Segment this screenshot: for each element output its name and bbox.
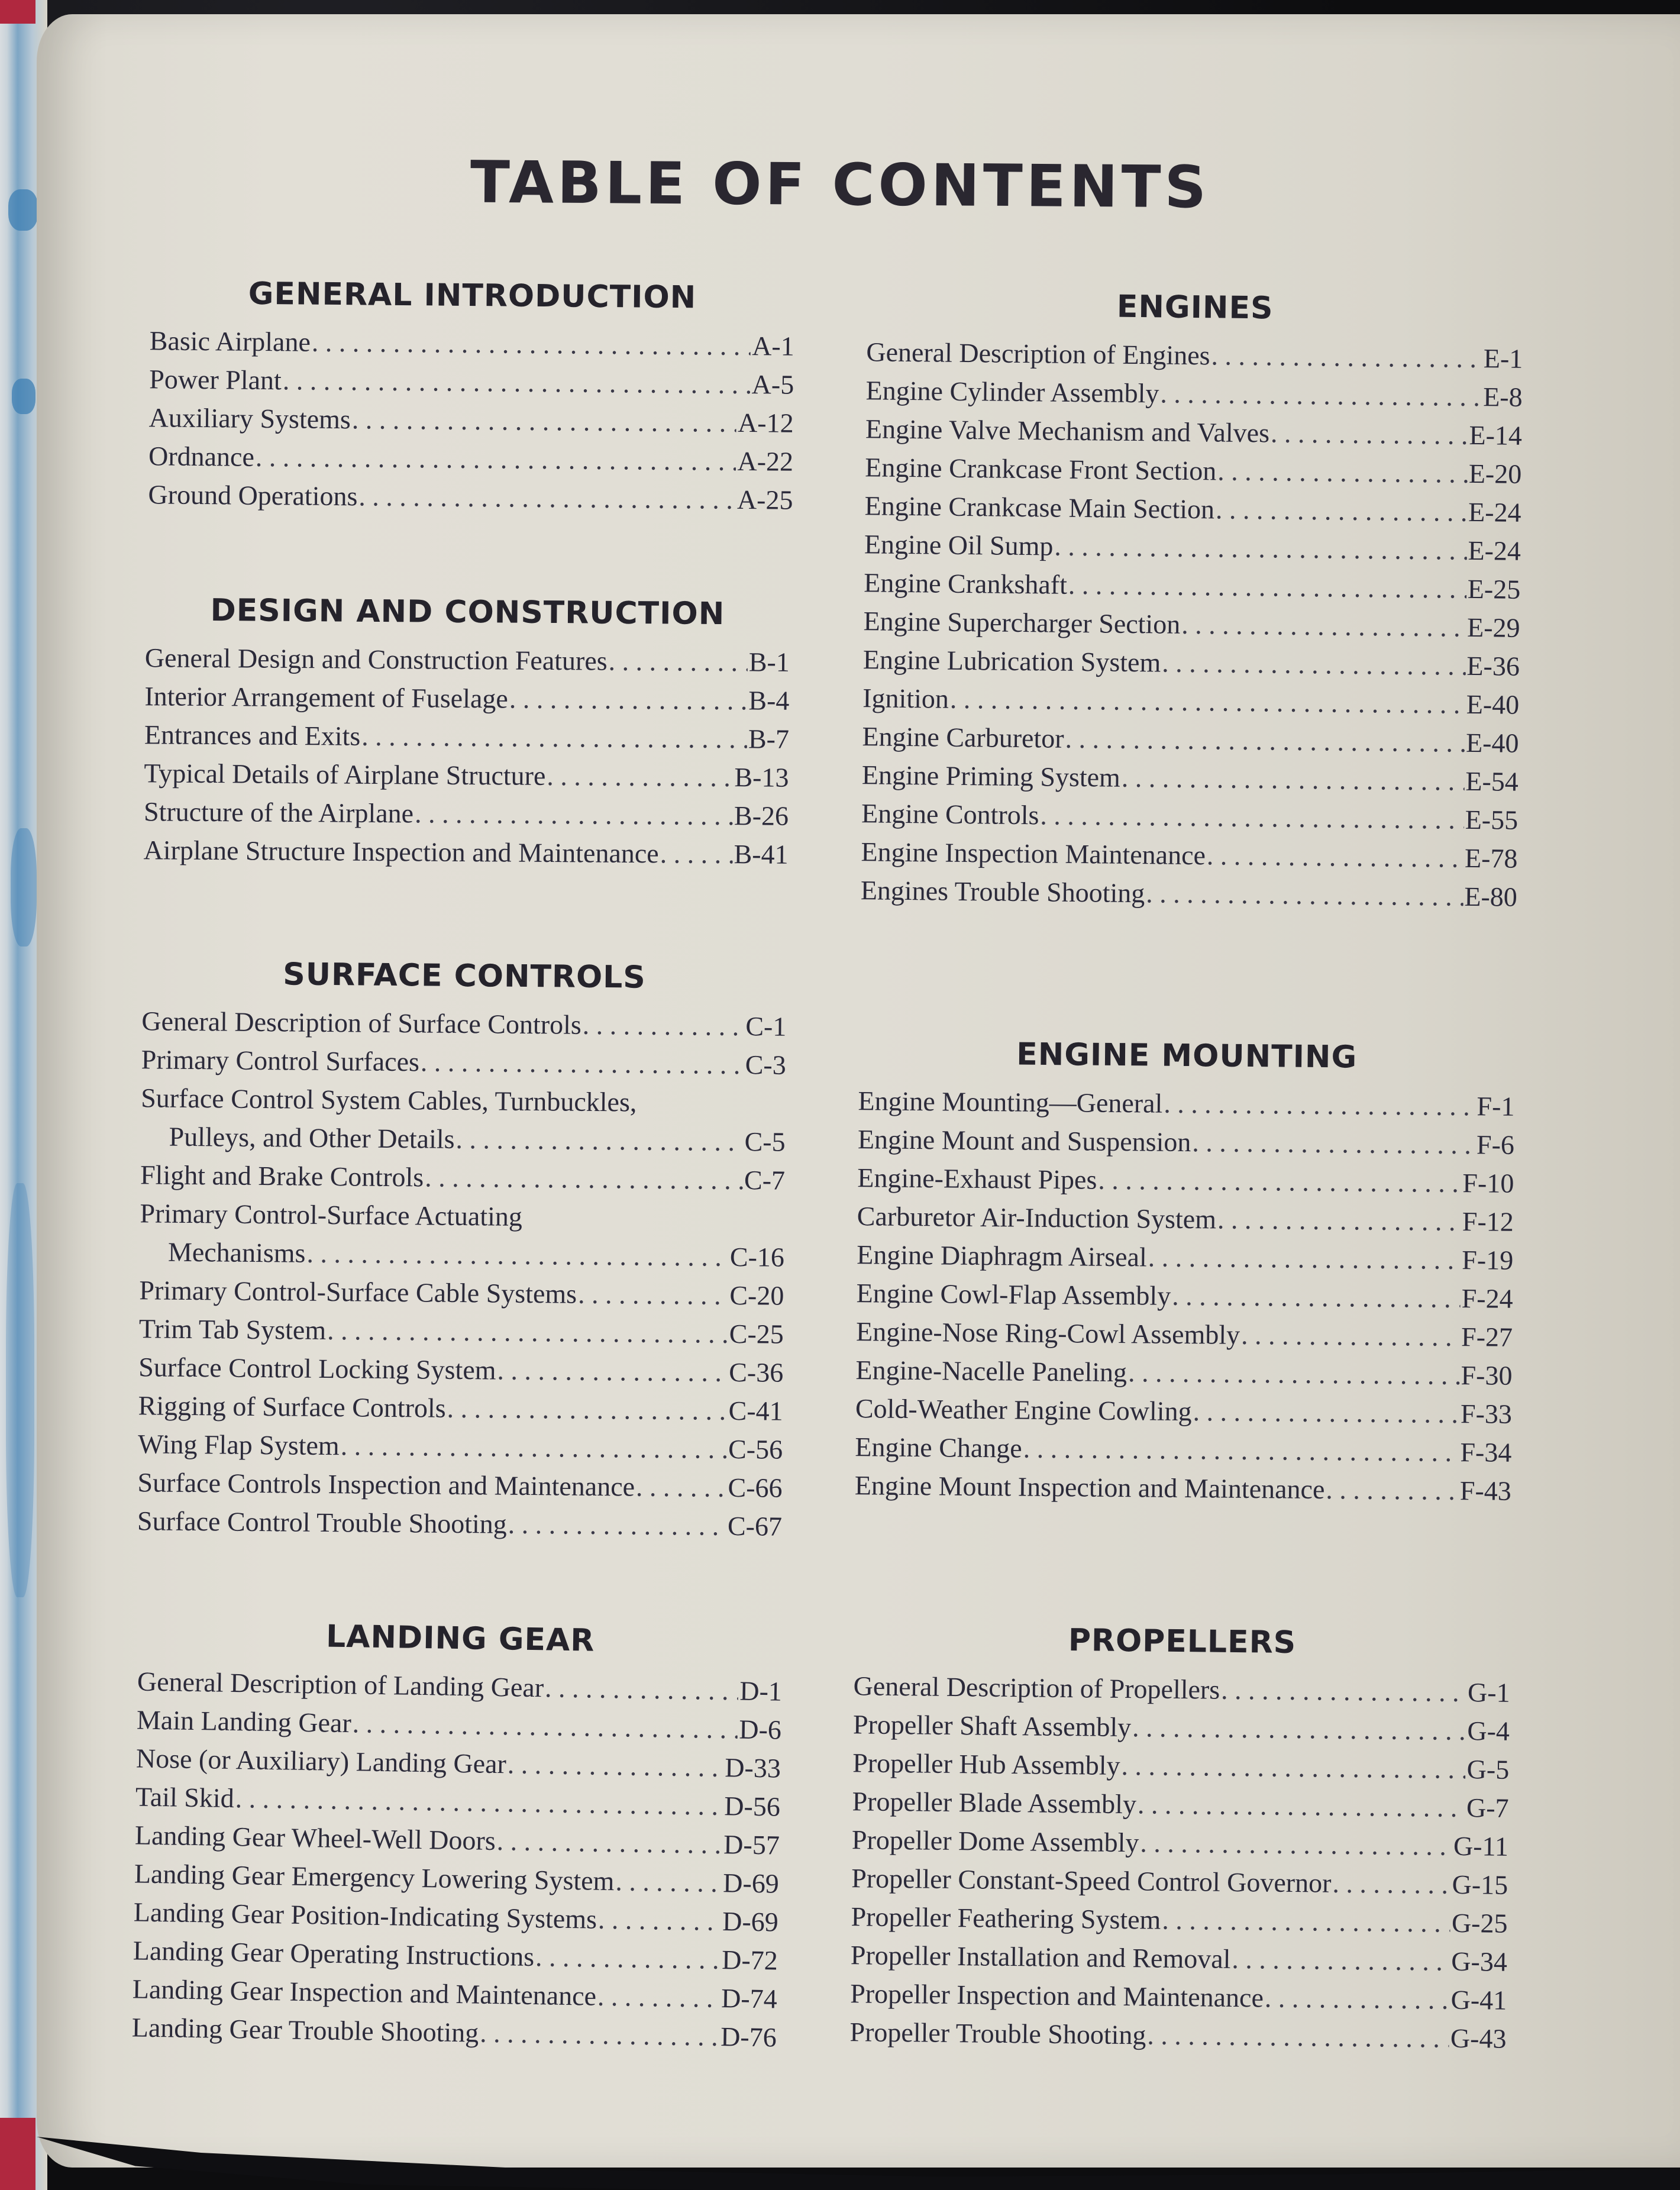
- section-heading: SURFACE CONTROLS: [283, 957, 647, 996]
- dot-leader: [636, 1468, 727, 1507]
- toc-entry[interactable]: [857, 1197, 1514, 1241]
- dot-leader: [1207, 836, 1464, 877]
- toc-entry[interactable]: [857, 1235, 1514, 1280]
- section-heading: GENERAL INTRODUCTION: [248, 276, 697, 316]
- entry-label: Flight and Brake Controls: [140, 1159, 424, 1193]
- toc-entry[interactable]: [139, 1309, 784, 1354]
- page-number: F-10: [1462, 1168, 1514, 1199]
- dot-leader: [508, 1505, 727, 1545]
- toc-entry[interactable]: [865, 371, 1523, 416]
- page-number: C-7: [744, 1165, 786, 1196]
- dot-leader: [283, 361, 751, 403]
- dot-leader: [1162, 1901, 1450, 1942]
- page-number: C-67: [727, 1510, 783, 1542]
- toc-entry[interactable]: [863, 602, 1520, 647]
- page-number: C-16: [729, 1241, 785, 1272]
- entry-label: Wing Flap System: [137, 1429, 340, 1461]
- entry-label: Engine-Nacelle Paneling: [855, 1355, 1127, 1388]
- dot-leader: [1122, 758, 1465, 800]
- entry-label: Propeller Constant-Speed Control Governor: [851, 1863, 1332, 1898]
- toc-entry[interactable]: [865, 409, 1523, 455]
- toc-entry[interactable]: [148, 475, 793, 519]
- section-design-and-construction: [143, 592, 790, 874]
- section-general-introduction: [148, 275, 794, 519]
- dot-leader: [415, 794, 733, 835]
- cover-red-corner-bottom: [0, 2118, 35, 2190]
- toc-entry[interactable]: [856, 1312, 1513, 1356]
- entry-label: Engine-Exhaust Pipes: [857, 1162, 1097, 1195]
- entry-label: Pulleys, and Other Details: [169, 1121, 455, 1154]
- page-number: E-25: [1467, 573, 1521, 605]
- dot-leader: [1217, 1200, 1461, 1241]
- page-number: G-15: [1452, 1869, 1508, 1900]
- page-number: G-34: [1451, 1946, 1508, 1977]
- dot-leader: [1054, 527, 1467, 570]
- dot-leader: [582, 1006, 744, 1045]
- dot-leader: [358, 477, 736, 519]
- toc-entry[interactable]: [145, 638, 790, 681]
- dot-leader: [507, 1745, 724, 1787]
- toc-entry[interactable]: [150, 321, 795, 366]
- toc-entry[interactable]: [850, 1974, 1507, 2020]
- entry-label: Primary Control-Surface Cable Systems: [139, 1275, 577, 1309]
- entry-label: General Description of Surface Controls: [141, 1006, 581, 1040]
- page-number: G-41: [1450, 1984, 1507, 2015]
- dot-leader: [1065, 719, 1465, 762]
- entry-label: Propeller Installation and Removal: [850, 1940, 1231, 1974]
- dot-leader: [1098, 1161, 1462, 1202]
- dot-leader: [352, 1704, 738, 1748]
- dot-leader: [1232, 1940, 1450, 1981]
- entry-label: Ordnance: [148, 441, 255, 472]
- dot-leader: [1147, 2015, 1449, 2057]
- entry-label: Carburetor Air-Induction System: [857, 1201, 1217, 1235]
- page-number: D-76: [720, 2021, 777, 2053]
- page-number: A-22: [737, 445, 794, 477]
- toc-entry[interactable]: [863, 640, 1520, 686]
- entry-label: Engine Carburetor: [862, 721, 1064, 754]
- dot-leader: [1332, 1864, 1451, 1904]
- entry-label: Propeller Hub Assembly: [852, 1748, 1120, 1781]
- toc-entry-line1[interactable]: [141, 1078, 786, 1123]
- page-number: B-13: [734, 762, 789, 793]
- dot-leader: [1068, 566, 1467, 608]
- entry-label: Airplane Structure Inspection and Maintenance: [143, 835, 659, 869]
- entry-label: Basic Airplane: [149, 325, 311, 357]
- toc-entry[interactable]: [862, 717, 1519, 763]
- page-number: B-26: [734, 800, 789, 831]
- toc-entry[interactable]: [137, 1501, 783, 1546]
- section-landing-gear: [131, 1616, 783, 2056]
- entry-label: Engine Mount and Suspension: [857, 1124, 1191, 1158]
- page-number: F-27: [1461, 1322, 1513, 1352]
- entry-label: Rigging of Surface Controls: [138, 1390, 446, 1423]
- dot-leader: [1148, 1238, 1461, 1279]
- page-number: B-7: [748, 723, 790, 754]
- dot-leader: [1192, 1123, 1475, 1164]
- page-number: D-74: [721, 1983, 778, 2014]
- page-title: TABLE OF CONTENTS: [470, 148, 1210, 222]
- dot-leader: [312, 323, 751, 365]
- toc-entry[interactable]: [149, 360, 794, 404]
- section-surface-controls: [137, 955, 787, 1545]
- entry-label: Tail Skid: [135, 1781, 235, 1814]
- entry-label: General Description of Propellers: [853, 1671, 1220, 1705]
- toc-entry[interactable]: [856, 1274, 1513, 1318]
- entry-label: Engine Mount Inspection and Maintenance: [854, 1470, 1325, 1505]
- dot-leader: [1172, 1277, 1461, 1317]
- toc-entry[interactable]: [140, 1117, 786, 1161]
- toc-entry[interactable]: [148, 437, 794, 481]
- entry-label: General Description of Landing Gear: [137, 1666, 544, 1703]
- section-engines: [861, 286, 1524, 916]
- entry-label: Landing Gear Position-Indicating Systems: [133, 1897, 597, 1934]
- toc-entry[interactable]: [852, 1743, 1510, 1789]
- section-heading: PROPELLERS: [1068, 1623, 1297, 1661]
- entry-label: Primary Control Surfaces: [141, 1044, 420, 1077]
- dot-leader: [1265, 1979, 1450, 2019]
- dot-leader: [455, 1120, 744, 1161]
- dot-leader: [1181, 605, 1466, 647]
- page-number: C-25: [729, 1318, 784, 1349]
- toc-entry[interactable]: [864, 486, 1521, 532]
- dot-leader: [615, 1862, 722, 1902]
- dot-leader: [480, 2014, 720, 2056]
- toc-entry[interactable]: [861, 871, 1518, 916]
- page-number: F-12: [1462, 1206, 1514, 1237]
- entry-label: Engine Crankcase Main Section: [864, 490, 1215, 525]
- entry-label: Engine Oil Sump: [864, 529, 1054, 561]
- page-number: G-4: [1467, 1716, 1510, 1746]
- page-number: C-56: [728, 1433, 783, 1465]
- entry-label: Engine Cylinder Assembly: [865, 375, 1159, 409]
- page-number: F-24: [1461, 1283, 1513, 1314]
- dot-leader: [597, 1977, 721, 2017]
- entry-label: Engine Cowl-Flap Assembly: [856, 1278, 1171, 1311]
- entry-label: Cold-Weather Engine Cowling: [855, 1393, 1192, 1427]
- page-number: E-40: [1465, 727, 1519, 758]
- toc-entry[interactable]: [862, 679, 1520, 724]
- toc-entry[interactable]: [852, 1820, 1509, 1866]
- dot-leader: [421, 1042, 744, 1084]
- entry-label: Propeller Feathering System: [851, 1901, 1161, 1935]
- entry-label: Engine Change: [855, 1432, 1022, 1464]
- entry-label: Landing Gear Operating Instructions: [133, 1935, 535, 1972]
- entry-label: Surface Controls Inspection and Maintenance: [137, 1467, 635, 1502]
- toc-entry[interactable]: [852, 1782, 1509, 1827]
- dot-leader: [496, 1821, 723, 1863]
- toc-entry[interactable]: [148, 398, 794, 442]
- toc-entry[interactable]: [864, 525, 1521, 570]
- toc-entry[interactable]: [861, 794, 1519, 839]
- entry-label: Trim Tab System: [138, 1313, 327, 1345]
- toc-entry[interactable]: [138, 1425, 783, 1469]
- entry-label: Mechanisms: [167, 1236, 306, 1268]
- toc-entry[interactable]: [143, 831, 788, 874]
- toc-entry[interactable]: [855, 1427, 1512, 1472]
- toc-entry[interactable]: [138, 1386, 783, 1430]
- page-number: F-34: [1460, 1437, 1512, 1468]
- dot-leader: [352, 400, 737, 442]
- toc-entry[interactable]: [853, 1666, 1510, 1712]
- toc-entry[interactable]: [865, 448, 1522, 493]
- dot-leader: [1140, 1823, 1452, 1865]
- toc-entry[interactable]: [139, 1271, 784, 1315]
- entry-label: Engine Supercharger Section: [863, 606, 1181, 639]
- dot-leader: [547, 757, 734, 796]
- page-number: F-1: [1477, 1091, 1515, 1122]
- page-number: E-36: [1466, 650, 1520, 681]
- page-number: D-6: [738, 1714, 782, 1745]
- page-number: E-29: [1466, 612, 1520, 643]
- entry-label: Landing Gear Wheel-Well Doors: [134, 1820, 496, 1856]
- dot-leader: [1271, 414, 1468, 454]
- toc-entry[interactable]: [140, 1232, 785, 1277]
- dot-leader: [1023, 1429, 1459, 1471]
- dot-leader: [1160, 374, 1482, 416]
- page-number: E-78: [1464, 842, 1518, 874]
- entry-label: Ground Operations: [148, 479, 358, 512]
- cover-red-corner-top: [0, 0, 35, 24]
- dot-leader: [425, 1158, 743, 1199]
- entry-label: Propeller Dome Assembly: [851, 1824, 1139, 1858]
- page-number: B-41: [734, 839, 789, 870]
- page-number: E-40: [1466, 689, 1520, 720]
- page-number: C-5: [744, 1126, 786, 1157]
- page-number: D-72: [721, 1944, 778, 1976]
- page-number: C-66: [728, 1472, 783, 1503]
- dot-leader: [1138, 1785, 1466, 1827]
- dot-leader: [660, 834, 732, 873]
- page-number: B-1: [748, 647, 790, 677]
- entry-label: Structure of the Airplane: [143, 796, 414, 829]
- dot-leader: [1132, 1708, 1466, 1750]
- toc-entry[interactable]: [141, 1040, 787, 1084]
- dot-leader: [1121, 1746, 1466, 1788]
- page-number: C-3: [745, 1049, 786, 1080]
- toc-entry[interactable]: [849, 2013, 1507, 2058]
- dot-leader: [306, 1234, 729, 1276]
- page-number: A-5: [751, 369, 794, 400]
- page-number: A-12: [737, 407, 794, 438]
- page-number: D-57: [723, 1829, 780, 1860]
- toc-entry[interactable]: [861, 832, 1518, 878]
- page-number: E-8: [1482, 382, 1523, 412]
- entry-label: Engine Crankcase Front Section: [865, 452, 1217, 486]
- entry-label: Engine Controls: [861, 798, 1039, 831]
- toc-entry[interactable]: [855, 1466, 1512, 1510]
- page-number: C-41: [728, 1395, 783, 1426]
- page-number: E-1: [1483, 343, 1523, 374]
- toc-entry-line1[interactable]: [140, 1194, 785, 1238]
- page-number: D-56: [723, 1791, 781, 1822]
- entry-label: Ignition: [862, 683, 949, 714]
- entry-label: Nose (or Auxiliary) Landing Gear: [135, 1743, 507, 1779]
- dot-leader: [545, 1668, 739, 1710]
- page-number: E-80: [1464, 881, 1518, 912]
- section-heading: LANDING GEAR: [325, 1619, 595, 1659]
- page-number: C-1: [745, 1011, 787, 1042]
- toc-entry[interactable]: [141, 1002, 787, 1046]
- page-number: E-20: [1468, 458, 1522, 489]
- toc-entry[interactable]: [858, 1081, 1515, 1126]
- entry-label: Engine-Nose Ring-Cowl Assembly: [855, 1316, 1240, 1350]
- toc-entry[interactable]: [140, 1155, 786, 1200]
- entry-label: Auxiliary Systems: [148, 402, 351, 435]
- page-number: B-4: [748, 685, 790, 716]
- dot-leader: [340, 1426, 727, 1468]
- dot-leader: [1146, 874, 1463, 916]
- page-number: G-5: [1466, 1754, 1510, 1785]
- dot-leader: [578, 1275, 729, 1314]
- toc-entry[interactable]: [144, 754, 789, 797]
- entry-label: Landing Gear Inspection and Maintenance: [132, 1973, 597, 2011]
- toc-entry[interactable]: [144, 792, 789, 835]
- dot-leader: [1193, 1392, 1459, 1433]
- section-engine-mounting: [855, 1035, 1516, 1510]
- toc-entry[interactable]: [855, 1351, 1513, 1395]
- entry-label: Propeller Trouble Shooting: [849, 2017, 1146, 2050]
- page-number: F-43: [1459, 1475, 1512, 1506]
- dot-leader: [447, 1389, 728, 1430]
- entry-label: Primary Control-Surface Actuating: [140, 1198, 523, 1232]
- page-number: F-33: [1460, 1398, 1513, 1429]
- dot-leader: [256, 438, 736, 480]
- page-number: E-14: [1469, 419, 1523, 451]
- page-number: E-54: [1465, 765, 1519, 797]
- section-propellers: [849, 1620, 1511, 2058]
- toc-entry[interactable]: [851, 1859, 1508, 1904]
- entry-label: Engine Mounting—General: [858, 1086, 1163, 1119]
- toc-entry[interactable]: [864, 563, 1521, 609]
- dot-leader: [950, 680, 1466, 723]
- page-number: D-69: [722, 1868, 780, 1899]
- toc-entry[interactable]: [851, 1936, 1508, 1981]
- toc-entry[interactable]: [144, 715, 789, 758]
- entry-label: Landing Gear Trouble Shooting: [131, 2012, 479, 2048]
- entry-label: Engine Lubrication System: [862, 644, 1161, 678]
- toc-entry[interactable]: [858, 1120, 1515, 1164]
- entry-label: Engine Inspection Maintenance: [861, 836, 1206, 871]
- page-number: C-20: [729, 1280, 784, 1311]
- page-number: D-1: [739, 1675, 783, 1707]
- toc-entry[interactable]: [855, 1389, 1513, 1433]
- entry-label: General Description of Engines: [866, 337, 1210, 371]
- toc-entry[interactable]: [853, 1705, 1510, 1750]
- entry-label: Typical Details of Airplane Structure: [144, 758, 546, 791]
- page-number: C-36: [729, 1356, 784, 1388]
- page-number: E-55: [1465, 804, 1519, 835]
- entry-label: Engine Priming System: [861, 760, 1121, 793]
- entry-label: Propeller Blade Assembly: [852, 1786, 1137, 1820]
- toc-entry[interactable]: [851, 1897, 1508, 1943]
- toc-entry[interactable]: [857, 1158, 1514, 1203]
- dot-leader: [1040, 796, 1464, 838]
- entry-label: Engine Diaphragm Airseal: [857, 1239, 1147, 1272]
- entry-label: Propeller Inspection and Maintenance: [849, 1978, 1264, 2013]
- page-number: D-33: [724, 1752, 781, 1784]
- page-number: D-69: [722, 1906, 779, 1937]
- entry-label: Surface Control System Cables, Turnbuckles,: [141, 1083, 637, 1117]
- dot-leader: [361, 717, 747, 758]
- dot-leader: [1326, 1470, 1459, 1510]
- entry-label: Interior Arrangement of Fuselage: [144, 681, 508, 714]
- entry-label: Surface Control Trouble Shooting: [137, 1506, 508, 1539]
- page-number: F-6: [1476, 1129, 1515, 1160]
- entry-label: Entrances and Exits: [144, 719, 361, 751]
- entry-label: Power Plant: [149, 364, 282, 396]
- toc-entry[interactable]: [862, 755, 1519, 801]
- page-number: E-24: [1468, 496, 1521, 528]
- entry-label: Propeller Shaft Assembly: [852, 1709, 1132, 1743]
- toc-entry[interactable]: [138, 1348, 784, 1392]
- dot-leader: [509, 680, 748, 720]
- dot-leader: [1241, 1316, 1461, 1356]
- entry-label: Surface Control Locking System: [138, 1352, 496, 1385]
- section-heading: DESIGN AND CONSTRUCTION: [210, 592, 725, 632]
- entry-label: General Design and Construction Features: [144, 642, 608, 676]
- page-number: F-19: [1462, 1245, 1514, 1275]
- dot-leader: [535, 1937, 721, 1979]
- page-number: G-43: [1450, 2023, 1507, 2054]
- page-number: G-1: [1467, 1677, 1510, 1708]
- dot-leader: [327, 1311, 728, 1353]
- dot-leader: [1211, 336, 1482, 377]
- section-heading: ENGINE MOUNTING: [1016, 1036, 1358, 1075]
- entry-label: Engines Trouble Shooting: [860, 875, 1145, 909]
- page-number: A-1: [752, 331, 794, 361]
- dot-leader: [597, 1900, 721, 1940]
- dot-leader: [1217, 451, 1468, 492]
- page-number: E-24: [1468, 535, 1521, 566]
- page-number: G-7: [1466, 1792, 1509, 1823]
- entry-label: Engine Crankshaft: [864, 567, 1068, 600]
- dot-leader: [1216, 490, 1468, 531]
- page-number: G-25: [1451, 1907, 1508, 1939]
- toc-entry[interactable]: [866, 332, 1523, 378]
- entry-label: Main Landing Gear: [136, 1704, 352, 1739]
- dot-leader: [608, 642, 748, 681]
- toc-entry[interactable]: [137, 1463, 783, 1507]
- entry-label: Landing Gear Emergency Lowering System: [134, 1858, 615, 1897]
- dot-leader: [1128, 1353, 1460, 1394]
- page-number: G-11: [1453, 1830, 1509, 1862]
- dot-leader: [1164, 1084, 1476, 1126]
- toc-entry[interactable]: [144, 677, 789, 720]
- page-number: A-25: [736, 484, 793, 515]
- dot-leader: [1221, 1671, 1467, 1711]
- entry-label: Engine Valve Mechanism and Valves: [865, 414, 1270, 448]
- dot-leader: [497, 1351, 728, 1391]
- page-number: F-30: [1461, 1360, 1513, 1391]
- section-heading: ENGINES: [1116, 289, 1274, 327]
- dot-leader: [1162, 643, 1466, 684]
